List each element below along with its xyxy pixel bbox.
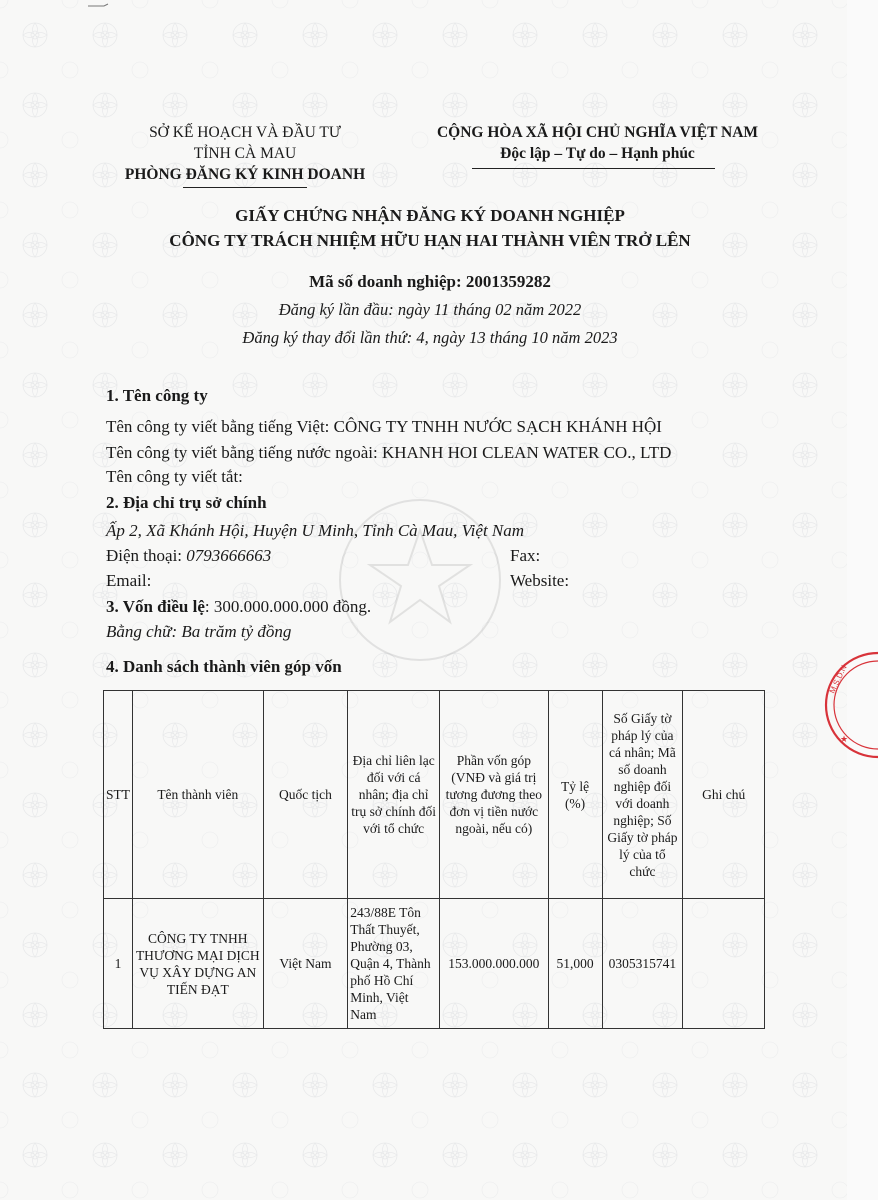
email-label: Email: [106,571,152,590]
first-registration-date: Đăng ký lần đầu: ngày 11 tháng 02 năm 2022 [278,300,582,319]
charter-capital-value: : 300.000.000.000 đồng. [204,597,372,616]
department-name: SỞ KẾ HOẠCH VÀ ĐẦU TƯ [149,124,341,141]
col-ratio: Tỷ lệ (%) [548,691,602,899]
phone-line [106,546,271,566]
table-header-row [104,691,765,899]
authority-underline [183,187,307,188]
cell-legal-document: 0305315741 [602,899,683,1029]
col-stt: STT [104,691,133,899]
section-3-heading: 3. Vốn điều lệ [106,597,205,616]
col-note: Ghi chú [683,691,765,899]
cell-address: 243/88E Tôn Thất Thuyết, Phường 03, Quận 4, Thành phố Hồ Chí Minh, Việt Nam [348,899,440,1029]
country-name: CỘNG HÒA XÃ HỘI CHỦ NGHĨA VIỆT NAM [436,124,759,141]
col-nationality: Quốc tịch [263,691,348,899]
office-name: PHÒNG ĐĂNG KÝ KINH DOANH [124,166,366,183]
section-4-heading: 4. Danh sách thành viên góp vốn [106,657,342,676]
change-registration-date: Đăng ký thay đổi lần thứ: 4, ngày 13 tháng 10 năm 2023 [242,328,618,347]
cell-member-name: CÔNG TY TNHH THƯƠNG MẠI DỊCH VỤ XÂY DỰNG AN TIẾN ĐẠT [133,899,264,1029]
col-address: Địa chỉ liên lạc đối với cá nhân; địa chỉ trụ sở chính đối với tổ chức [348,691,440,899]
cell-capital: 153.000.000.000 [440,899,549,1029]
phone-value: 0793666663 [186,546,272,565]
cell-nationality: Việt Nam [263,899,348,1029]
head-office-address: Ấp 2, Xã Khánh Hội, Huyện U Minh, Tỉnh Cà Mau, Việt Nam [106,521,525,540]
national-motto: Độc lập – Tự do – Hạnh phúc [500,145,695,162]
col-legal-document: Số Giấy tờ pháp lý của cá nhân; Mã số doanh nghiệp đối với doanh nghiệp; Số Giấy tờ pháp lý của tổ chức [602,691,683,899]
company-name-foreign: Tên công ty viết bằng tiếng nước ngoài: KHANH HOI CLEAN WATER CO., LTD [106,443,672,462]
charter-capital-words: Bằng chữ: Ba trăm tỷ đồng [106,622,292,641]
cell-note [683,899,765,1029]
company-name-short: Tên công ty viết tắt: [106,467,243,486]
table-row [104,899,765,1029]
svg-text:M.S.D.N: M.S.D.N [827,663,849,695]
section-2-heading: 2. Địa chỉ trụ sở chính [106,493,267,512]
website-label: Website: [510,571,570,590]
members-table [103,690,765,1029]
phone-label: Điện thoại: [106,546,187,565]
fax-label: Fax: [510,546,541,565]
col-member-name: Tên thành viên [133,691,264,899]
col-capital: Phần vốn góp (VNĐ và giá trị tương đương theo đơn vị tiền nước ngoài, nếu có) [440,691,549,899]
svg-text:★: ★ [840,734,849,744]
cell-stt: 1 [104,899,133,1029]
company-type-title: CÔNG TY TRÁCH NHIỆM HỮU HẠN HAI THÀNH VIÊN TRỞ LÊN [169,231,691,250]
emblem-watermark-icon [330,490,510,670]
issuing-authority [110,122,380,185]
national-header [425,122,770,164]
enterprise-code: Mã số doanh nghiệp: 2001359282 [309,272,551,291]
certificate-title: GIẤY CHỨNG NHẬN ĐĂNG KÝ DOANH NGHIỆP [235,206,625,225]
cell-ratio: 51,000 [548,899,602,1029]
company-name-vietnamese: Tên công ty viết bằng tiếng Việt: CÔNG TY TNHH NƯỚC SẠCH KHÁNH HỘI [106,417,662,436]
scan-mark-icon [88,3,110,9]
section-1-heading: 1. Tên công ty [106,386,208,405]
charter-capital-line [106,597,371,617]
motto-underline [472,168,715,169]
province-name: TỈNH CÀ MAU [193,145,297,162]
red-seal-stamp-icon [818,650,878,760]
